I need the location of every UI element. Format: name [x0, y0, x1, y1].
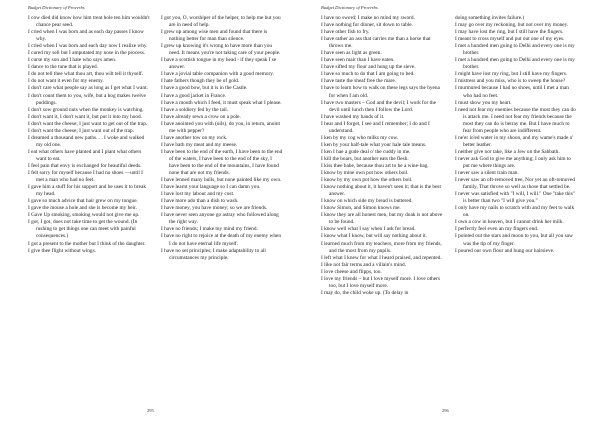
proverb-entry: I have money, you have money; so we are friends. [161, 205, 268, 212]
proverb-entry: I have other fish to fry. [321, 29, 370, 36]
proverb-entry: I have seen as light as green. [321, 50, 382, 57]
proverb-entry: I dance to the tune that is played. [28, 64, 99, 71]
proverb-entry: I have washed my hands of it. [321, 113, 385, 120]
proverb-entry: I have no set principles; I make adaptability to all circumstances my principle. [161, 247, 266, 261]
proverb-entry: I mistress and you miss, who is to sweep the house? [455, 78, 566, 85]
proverb-entry: I met a hundred men going to Delhi and every one is my brother. [455, 43, 575, 57]
proverb-entry: I have taste the sheaf free the mare. [321, 78, 396, 85]
proverb-entry: I have rather an ass that carries me than a horse that throws me. [321, 36, 431, 50]
proverb-entry: I don't count them to you, wife, but a hog makes twelve puddings. [28, 92, 146, 106]
proverb-entry: I never was satisfied with "I will, I will." One "take this" is better than two "I will give you." [455, 191, 576, 205]
proverb-entry: I ken by your half-tale what your hale tale means. [321, 141, 427, 148]
proverb-entry: I know what I know, but will say nothing about it. [321, 233, 427, 240]
proverb-entry: I have no sword; I make no mind my sword. [321, 15, 415, 21]
proverb-entry: I perfectly feel even an my fingers end. [455, 226, 539, 233]
proverb-entry: I know nothing about it, it haven't seen it; that is the best answer. [321, 184, 441, 198]
proverb-entry: I know they are all honest men, but my doak is not above to be found. [321, 212, 443, 226]
proverb-entry: I know well what I say when I ask for bread. [321, 226, 416, 233]
proverb-entry: I have learnt your language so I can damn you. [161, 184, 261, 191]
right-page [300, 0, 600, 424]
proverb-entry: I feel pain that envy is exchanged for beautiful deeds. [28, 162, 142, 169]
proverb-entry: I cried when I was born and as each day passes I know why. [28, 29, 144, 43]
proverb-entry: I never saw a silent train man. [455, 170, 519, 177]
proverb-entry: I eat what others have planted and I plant what others want to eat. [28, 148, 142, 162]
proverb-entry: I have lenned many bulls, but none painted like my own. [161, 177, 282, 184]
proverb-entry: I have two masters – God and the devil; I work for the devil until lunch then I follow the Lord. [321, 99, 437, 113]
proverb-entry: I have to learn how to walk on these legs says the hyena for when I am old. [321, 85, 440, 99]
proverb-entry: I have already sewn a crow on a pole. [161, 113, 241, 120]
proverb-entry: I may go over my reckoning, but not over my money. [455, 22, 569, 29]
proverb-entry: doing something invites failure.) [455, 15, 525, 21]
proverb-entry: I left what I knew for what I heard praised, and repented. [321, 254, 442, 261]
proverb-entry: I know on which side my bread is buttered. [321, 198, 413, 205]
proverb-entry: I met a hundred men going to Delhi and every one is my brother. [455, 57, 575, 71]
proverb-entry: I gave him a stuff for his support and he uses it to break my head. [28, 184, 147, 198]
proverb-entry: I gave so much advice that hair grew on my tongue. [28, 198, 138, 205]
proverb-entry: I own a cow in heaven, but I cannot drink her milk. [455, 219, 564, 226]
proverb-entry: I felt sorry for myself because I had no shoes —until I met a man who had no feet. [28, 170, 143, 184]
proverb-entry: I don't want it, I don't want it, but put it into my hood. [28, 113, 143, 120]
page-number: 296 [442, 408, 449, 413]
proverb-entry: I murmured because I had no shoes, until I met a man who had no feet. [455, 85, 569, 99]
proverb-entry: I love my friends – but I love myself more. I love others too, but I love myself more. [321, 275, 441, 289]
proverb-entry: I know by my own pot how the others boil. [321, 177, 413, 184]
proverb-entry: I neither give nor take, like a Jew on the Sabbath. [455, 148, 560, 155]
proverb-entry: I meant to cross myself and put out one of my eyes. [455, 36, 565, 43]
proverb-entry: I never ask God to give me anything; I only ask him to put me where things are. [455, 155, 571, 169]
proverb-entry: I poured our own flour and hung our hairsieve. [455, 247, 555, 254]
proverb-entry: I have so much to do that I am going to bed. [321, 71, 415, 78]
left-column [28, 15, 150, 255]
page-number: 295 [147, 408, 154, 413]
proverb-entry: I cured my sell but I amputated my nose in the process. [28, 50, 146, 57]
proverb-entry: I have no right to rejoice at the death of my enemy when I do not have eternal life myself. [161, 233, 282, 247]
proverb-entry: I have a scottish tongue in my head - if they speak I se answer. [161, 57, 277, 71]
proverb-entry: I may have lost the ring, but I still have the fingers. [455, 29, 564, 36]
proverb-entry: I don't want the cheese; I just want out of the trap. [28, 127, 134, 134]
proverb-entry: I know Simon, and Simon knows me. [321, 205, 401, 212]
proverb-entry: I have anointed you with (oils), do you, in return, anoint me with pepper? [161, 120, 281, 134]
proverb-entry: I only have my nails to scratch with and my feet to walk on. [455, 205, 575, 219]
proverb-entry: I must show you my heart. [455, 99, 512, 106]
proverb-entry: I don't care what people say as long as I get what I want. [28, 85, 148, 92]
proverb-entry: I kill the boars, but another eats the flesh. [321, 155, 409, 162]
proverb-entry: I like not fair terms and a villain's mind. [321, 261, 406, 268]
proverb-entry: I do not want it even for my enemy. [28, 78, 104, 85]
running-header: Budget Dictionary of Proverbs [321, 5, 378, 10]
proverb-entry: I dreamed a thousand new paths. . . I woke and walked my old one. [28, 134, 145, 148]
right-column [455, 15, 577, 255]
proverb-entry: I kiss thee babe, because thou art to be a wine-bag. [321, 162, 429, 169]
running-header: Budget Dictionary of Proverbs [28, 5, 85, 10]
proverb-entry: I gave the mouse a hole and she is become my heir. [28, 205, 137, 212]
proverb-entry: I have a soldiery fed by the tail. [161, 106, 229, 113]
proverb-entry: I have a jovial table companion with a good memory. [161, 71, 274, 78]
proverb-entry: I have seen mair than I have eaten. [321, 57, 395, 64]
proverb-entry: I have lost my labour and my cost. [161, 191, 235, 198]
proverb-entry: I love cheese and flipps, too. [321, 268, 382, 275]
proverb-entry: I give thee flight without wings. [28, 247, 96, 254]
proverb-entry: I have nothing for dinner, sit down to table. [321, 22, 413, 29]
proverb-entry: I curse my son and I hate who says amen. [28, 57, 117, 64]
proverb-entry: I have no friends; I make my mind my friend. [161, 226, 258, 233]
proverb-entry: I know by mine own pot how others boil. [321, 170, 409, 177]
proverb-entry: I have another tow on my rock. [161, 134, 228, 141]
proverb-entry: I might have lost my ring, but I still have my fingers. [455, 71, 568, 78]
proverb-entry: I cried when I was born and each day now I realize why. [28, 43, 148, 50]
proverb-entry: I got you, O, worshiper of the helper, to help me but you are in need of help. [161, 15, 281, 29]
right-column [161, 15, 283, 262]
left-column [321, 15, 443, 297]
proverb-entry: I hate fathers though they be of gold. [161, 78, 240, 85]
proverb-entry: I ken by my cog who milks my cow. [321, 134, 399, 141]
proverb-entry: I grew up knowing it's wrong to have more than you need. It means you're not taking care of your people. [161, 43, 281, 57]
proverb-entry: I need not fear my enemies because the most they can do is attack me. I need not fear my friends because the most they can do is betray me. But I have much to fear from people who are indifferent. [455, 106, 576, 134]
proverb-entry: I have sifted my flour and hung up the sieve. [321, 64, 416, 71]
proverb-entry: I have never seen anyone go astray who followed along the right way. [161, 212, 279, 226]
proverb-entry: I pointed out the stars and moon to you, but all you saw was the tip of my finger. [455, 233, 573, 247]
proverb-entry: I ne'er lo'ed water in my shoon, and my wame's made o' better leather. [455, 134, 574, 148]
proverb-entry: I do not tell thee what thou art, thou wilt tell it thyself. [28, 71, 144, 78]
proverb-entry: I grew up among wise men and found that there is nothing better for man than silence. [161, 29, 268, 43]
proverb-entry: I got a present to the mother but I think of the daughter. [28, 240, 146, 247]
proverb-entry: I learned much from my teachers, more from my friends, and the most from my pupils. [321, 240, 442, 254]
proverb-entry: I have a good jacket in France. [161, 92, 227, 99]
proverb-entry: I have more ado than a dish to wash. [161, 198, 239, 205]
proverb-entry: I have been to the end of the earth, I have been to the end of the waters, I have been to the end of the sky, I have been to the end of the mountains, I have found none that are not my friends. [161, 148, 283, 177]
proverb-entry: I may do, the child woke up. (To delay in [321, 289, 409, 296]
proverb-entry: I don't want the cheese; I just want to get out of the trap. [28, 120, 148, 127]
proverb-entry: I Gave Up smoking, smoking would not give me up. [28, 212, 140, 219]
proverb-entry: I ken I hae a gude deal o' the cuddy in me. [321, 148, 411, 155]
proverb-entry: I hear and I forget, I see and I remember; I do and I understand. [321, 120, 430, 134]
proverb-entry: I never saw an oft-removed tree, Nor yet an oft-removed family, That throve so well as those that settled be. [455, 177, 576, 191]
proverb-entry: I have a mouth which I feed, it must speak what I please. [161, 99, 282, 106]
proverb-entry: I have bath my meat and my meese. [161, 141, 238, 148]
proverb-entry: I cow died did know how him treat hole ten him wouldn't chance pear seed. [28, 15, 150, 29]
proverb-entry: I got, I got, does not take time to get the wound. (In rushing to get things one can meet with painful consequences.) [28, 219, 138, 240]
proverb-entry: I have a good bow, but it is in the Castle. [161, 85, 248, 92]
proverb-entry: I don't sow ground nuts when the monkey is watching. [28, 106, 144, 113]
